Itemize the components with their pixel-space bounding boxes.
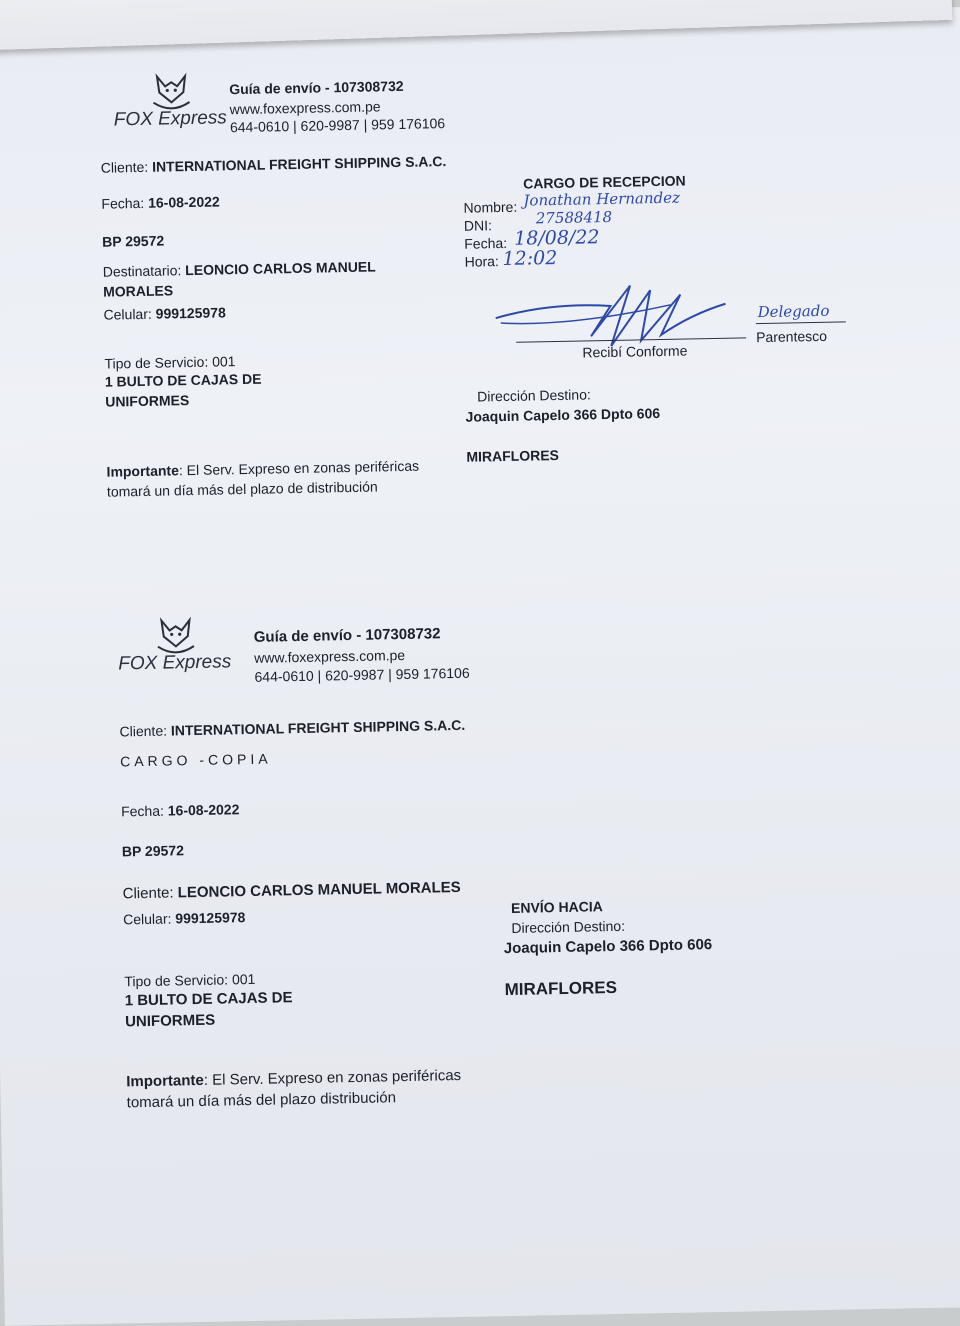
relation-handwritten: Delegado xyxy=(757,301,830,322)
recipient-value: LEONCIO CARLOS MANUEL xyxy=(185,258,376,279)
cel-row xyxy=(103,304,226,322)
fox-express-logo-copy xyxy=(117,615,248,687)
important-text: : El Serv. Expreso en zonas periféricas xyxy=(178,457,420,479)
date-row-copy xyxy=(121,801,240,819)
website: www.foxexpress.com.pe xyxy=(229,98,381,118)
cel-value: 999125978 xyxy=(175,909,246,927)
name-label: Nombre: xyxy=(463,198,518,216)
important-text-line2: tomará un día más del plazo de distribución xyxy=(106,478,378,500)
cel-label: Celular: xyxy=(103,305,152,323)
client2-value: LEONCIO CARLOS MANUEL MORALES xyxy=(177,878,461,902)
phones: 644-0610 | 620-9987 | 959 176106 xyxy=(229,115,446,136)
package-line1-copy: 1 BULTO DE CAJAS DE xyxy=(124,989,293,1010)
hora-handwritten: 12:02 xyxy=(502,246,558,271)
dest-label-copy: Dirección Destino: xyxy=(511,917,626,936)
fox-icon xyxy=(149,72,194,113)
dest-address: Joaquin Capelo 366 Dpto 606 xyxy=(465,405,661,425)
guide-number: Guía de envío - 107308732 xyxy=(229,77,404,98)
dest-district: MIRAFLORES xyxy=(466,446,560,465)
service-type: Tipo de Servicio: 001 xyxy=(104,353,236,372)
hora-label: Hora: xyxy=(464,253,499,270)
client-value: INTERNATIONAL FREIGHT SHIPPING S.A.C. xyxy=(151,153,447,175)
important-note-copy xyxy=(126,1067,461,1090)
recipient-label: Destinatario: xyxy=(102,262,182,280)
guide-number-copy: Guía de envío - 107308732 xyxy=(253,625,441,646)
dest-label: Dirección Destino: xyxy=(477,386,591,405)
important-label: Importante xyxy=(106,462,180,480)
received-label: Recibí Conforme xyxy=(582,342,688,361)
recipient-row xyxy=(103,258,376,279)
client-label: Cliente: xyxy=(100,158,149,176)
date-value: 16-08-2022 xyxy=(147,193,220,211)
date-row xyxy=(101,193,220,211)
dest-district-copy: MIRAFLORES xyxy=(504,977,618,1000)
ship-to-label: ENVÍO HACIA xyxy=(510,898,603,916)
bp-code: BP 29572 xyxy=(102,232,165,250)
dni-handwritten: 27588418 xyxy=(535,207,613,228)
date-value: 16-08-2022 xyxy=(167,801,240,819)
client2-label: Cliente: xyxy=(122,884,174,903)
client-label: Cliente: xyxy=(119,722,168,740)
copy-label: CARGO -COPIA xyxy=(119,750,272,770)
date-label: Fecha: xyxy=(120,802,165,820)
package-line1: 1 BULTO DE CAJAS DE xyxy=(104,370,262,390)
fox-icon xyxy=(153,616,198,657)
fecha-label: Fecha: xyxy=(464,234,508,252)
bp-code-copy: BP 29572 xyxy=(121,842,185,860)
phones-copy: 644-0610 | 620-9987 | 959 176106 xyxy=(254,664,470,685)
document-page xyxy=(0,7,960,1326)
dest-address-copy: Joaquin Capelo 366 Dpto 606 xyxy=(503,936,713,958)
cargo-title: CARGO DE RECEPCION xyxy=(522,172,686,192)
brand-name: FOX Express xyxy=(113,107,227,131)
important-label: Importante xyxy=(126,1071,204,1091)
package-line2-copy: UNIFORMES xyxy=(124,1011,216,1031)
client-value: INTERNATIONAL FREIGHT SHIPPING S.A.C. xyxy=(170,716,466,739)
recipient-value-line2: MORALES xyxy=(102,282,174,300)
dni-label: DNI: xyxy=(463,217,493,234)
cel-row-copy xyxy=(123,909,246,927)
client-row xyxy=(101,153,447,176)
cel-value: 999125978 xyxy=(155,304,226,322)
fox-express-logo xyxy=(113,71,244,143)
brand-name: FOX Express xyxy=(118,651,232,675)
cel-label: Celular: xyxy=(123,910,172,928)
name-handwritten: Jonathan Hernandez xyxy=(523,188,681,210)
important-text-line2-copy: tomará un día más del plazo distribución xyxy=(126,1089,397,1112)
service-type-copy: Tipo de Servicio: 001 xyxy=(124,970,256,990)
relation-label: Parentesco xyxy=(755,327,828,346)
package-line2: UNIFORMES xyxy=(105,392,190,410)
client-row-copy xyxy=(119,717,465,740)
website-copy: www.foxexpress.com.pe xyxy=(254,646,406,666)
important-text: : El Serv. Expreso en zonas periféricas xyxy=(203,1066,462,1089)
client2-row xyxy=(123,879,461,902)
important-note xyxy=(106,458,419,480)
date-label: Fecha: xyxy=(101,194,145,212)
relation-line xyxy=(756,321,846,324)
fecha-handwritten: 18/08/22 xyxy=(513,226,600,250)
